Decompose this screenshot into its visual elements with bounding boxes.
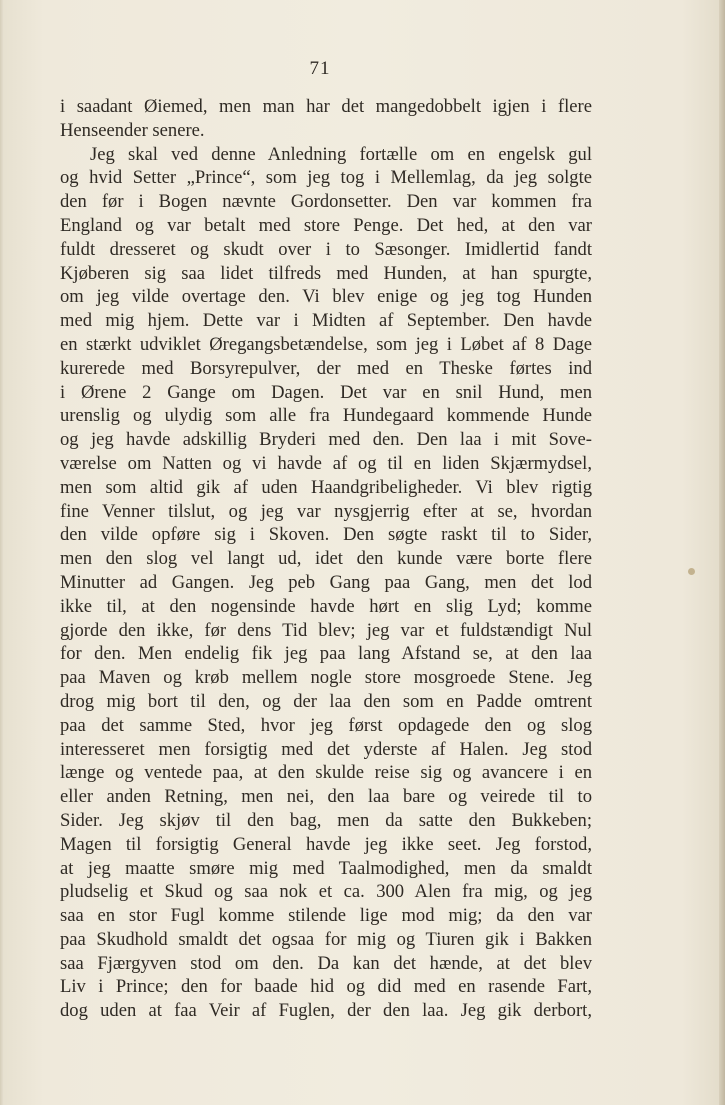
text-line: længe og ventede paa, at den skulde reise sig og avancere i en [60, 762, 592, 784]
text-line: fuldt dresseret og skudt over i to Sæsonger. Imidlertid fandt [60, 238, 592, 260]
text-line: Liv i Prince; den for baade hid og did med en rasende Fart, [60, 976, 592, 998]
text-line: den før i Bogen nævnte Gordonsetter. Den var kommen fra [60, 191, 592, 213]
text-line: Minutter ad Gangen. Jeg peb Gang paa Gang, men det lod [60, 571, 592, 593]
page-left-edge [0, 0, 4, 1105]
text-line: gjorde den ikke, før dens Tid blev; jeg var et fuldstændigt Nul [60, 619, 592, 641]
text-line: for den. Men endelig fik jeg paa lang Afstand se, at den laa [60, 643, 592, 665]
text-line: Sider. Jeg skjøv til den bag, men da satte den Bukkeben; [60, 809, 592, 831]
text-line: værelse om Natten og vi havde af og til en liden Skjærmydsel, [60, 452, 592, 474]
text-line: og hvid Setter „Prince“, som jeg tog i Mellemlag, da jeg solgte [60, 167, 592, 189]
text-line: pludselig et Skud og saa nok et ca. 300 Alen fra mig, og jeg [60, 881, 592, 903]
text-line: kurerede med Borsyrepulver, der med en Theske førtes ind [60, 357, 592, 379]
text-line: England og var betalt med store Penge. Det hed, at den var [60, 214, 592, 236]
text-line: Henseender senere. [60, 119, 205, 141]
text-line: paa det samme Sted, hvor jeg først opdagede den og slog [60, 714, 592, 736]
text-line: saa Fjærgyven stod om den. Da kan det hænde, at det blev [60, 952, 592, 974]
text-line: men som altid gik af uden Haandgribeligheder. Vi blev rigtig [60, 476, 592, 498]
text-line: Magen til forsigtig General havde jeg ikke seet. Jeg forstod, [60, 833, 592, 855]
text-line: fine Venner tilslut, og jeg var nysgjerrig efter at se, hvordan [60, 500, 592, 522]
page-right-edge [719, 0, 725, 1105]
text-line: med mig hjem. Dette var i Midten af September. Den havde [60, 310, 592, 332]
text-line: eller anden Retning, men nei, den laa bare og veirede til to [60, 786, 592, 808]
text-line: men den slog vel langt ud, idet den kunde være borte flere [60, 548, 592, 570]
text-line: i Ørene 2 Gange om Dagen. Det var en snil Hund, men [60, 381, 592, 403]
text-line: ikke til, at den nogensinde havde hørt en slig Lyd; komme [60, 595, 592, 617]
text-line: Jeg skal ved denne Anledning fortælle om en engelsk gul [90, 143, 592, 165]
page-number: 71 [309, 58, 331, 79]
text-line: Kjøberen sig saa lidet tilfreds med Hunden, at han spurgte, [60, 262, 592, 284]
text-line: saa en stor Fugl komme stilende lige mod mig; da den var [60, 905, 592, 927]
text-line: paa Maven og krøb mellem nogle store mosgroede Stene. Jeg [60, 667, 592, 689]
body-text [60, 95, 592, 1023]
text-line: dog uden at faa Veir af Fuglen, der den laa. Jeg gik derbort, [60, 1000, 592, 1022]
text-line: paa Skudhold smaldt det ogsaa for mig og Tiuren gik i Bakken [60, 928, 592, 950]
margin-spot [688, 568, 695, 575]
text-line: i saadant Øiemed, men man har det mangedobbelt igjen i flere [60, 96, 592, 117]
text-line: drog mig bort til den, og der laa den som en Padde omtrent [60, 690, 592, 712]
text-line: om jeg vilde overtage den. Vi blev enige og jeg tog Hunden [60, 286, 592, 308]
text-line: en stærkt udviklet Øregangsbetændelse, som jeg i Løbet af 8 Dage [60, 333, 592, 355]
text-line: at jeg maatte smøre mig med Taalmodighed, men da smaldt [60, 857, 592, 879]
text-line: den vilde opføre sig i Skoven. Den søgte raskt til to Sider, [60, 524, 592, 546]
text-line: urenslig og ulydig som alle fra Hundegaard kommende Hunde [60, 405, 592, 427]
text-line: interesseret men forsigtig med det yderste af Halen. Jeg stod [60, 738, 592, 760]
text-line: og jeg havde adskillig Bryderi med den. Den laa i mit Sove- [60, 429, 592, 451]
